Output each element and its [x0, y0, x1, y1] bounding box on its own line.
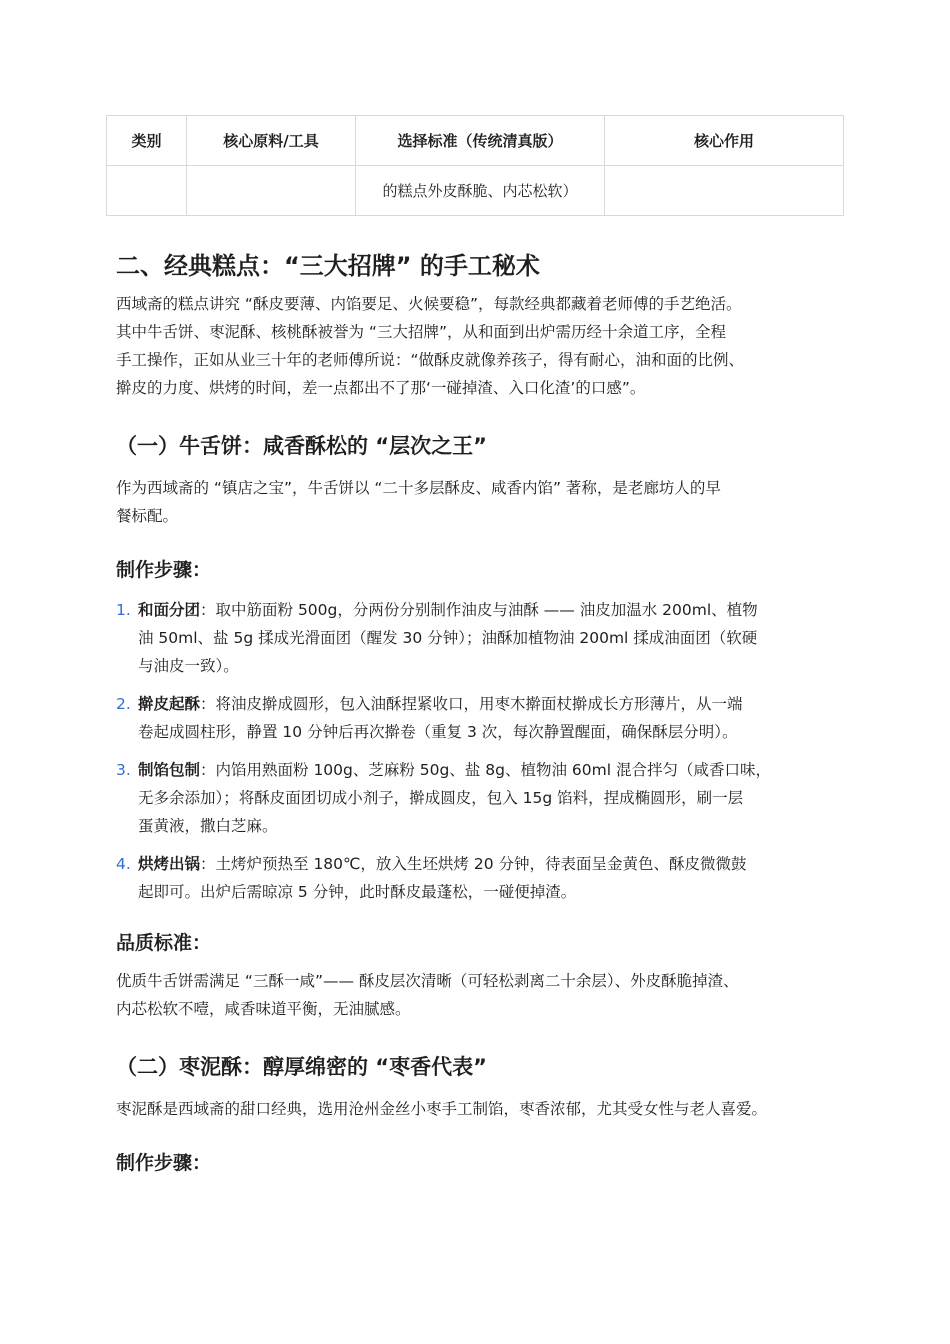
step-label: 和面分团: [138, 601, 201, 619]
step-label: 烘烤出锅: [138, 855, 201, 873]
step-text: 无多余添加）；将酥皮面团切成小剂子，擀成圆皮，包入 15g 馅料，捏成椭圆形，刷一层: [138, 789, 744, 807]
step-text: 油 50ml、盐 5g 揉成光滑面团（醒发 30 分钟）；油酥加植物油 200ml 揉成油面团（软硬: [138, 629, 758, 647]
text-line: 优质牛舌饼需满足 “三酥一咸”—— 酥皮层次清晰（可轻松剥离二十余层）、外皮酥脆掉渣、: [116, 972, 739, 990]
step-text: 起即可。出炉后需晾凉 5 分钟，此时酥皮最蓬松，一碰便掉渣。: [138, 883, 577, 901]
quality-text: [116, 967, 846, 1023]
subsection-intro-2: 枣泥酥是西域斋的甜口经典，选用沧州金丝小枣手工制馅，枣香浓郁，尤其受女性与老人喜爱。: [116, 1100, 768, 1118]
list-item: [116, 850, 840, 906]
table-header-ingredients: 核心原料/工具: [187, 116, 356, 166]
steps-heading: 制作步骤：: [116, 559, 212, 581]
text-line: 擀皮的力度、烘烤的时间，差一点都出不了那‘一碰掉渣、入口化渣’的口感”。: [116, 379, 646, 397]
table-cell: [107, 166, 187, 216]
step-text: ：内馅用熟面粉 100g、芝麻粉 50g、盐 8g、植物油 60ml 混合拌匀（咸香口味，: [200, 761, 771, 779]
subsection-title-2: （二）枣泥酥：醇厚绵密的 “枣香代表”: [116, 1055, 487, 1079]
section-title: 二、经典糕点：“三大招牌” 的手工秘术: [116, 252, 540, 280]
steps-list: [116, 596, 840, 916]
ingredients-table: [106, 115, 844, 216]
steps-heading-2: 制作步骤：: [116, 1152, 212, 1174]
subsection-intro-1: [116, 474, 846, 530]
table-cell: 的糕点外皮酥脆、内芯松软）: [356, 166, 605, 216]
step-text: ：土烤炉预热至 180℃，放入生坯烘烤 20 分钟，待表面呈金黄色、酥皮微微鼓: [200, 855, 747, 873]
list-item: [116, 756, 840, 840]
step-number: 4.: [116, 855, 131, 873]
list-item: [116, 690, 840, 746]
step-label: 擀皮起酥: [138, 695, 201, 713]
table-header-role: 核心作用: [605, 116, 844, 166]
step-label: 制馅包制: [138, 761, 201, 779]
text-line: 餐标配。: [116, 507, 179, 525]
step-number: 3.: [116, 761, 131, 779]
step-text: ：将油皮擀成圆形，包入油酥捏紧收口，用枣木擀面杖擀成长方形薄片，从一端: [200, 695, 743, 713]
text-line: 其中牛舌饼、枣泥酥、核桃酥被誉为 “三大招牌”，从和面到出炉需历经十余道工序，全程: [116, 323, 726, 341]
text-line: 内芯松软不噎，咸香味道平衡，无油腻感。: [116, 1000, 411, 1018]
table-row: [107, 166, 844, 216]
step-text: 蛋黄液，撒白芝麻。: [138, 817, 278, 835]
step-number: 1.: [116, 601, 131, 619]
table-header-category: 类别: [107, 116, 187, 166]
table-header-standard: 选择标准（传统清真版）: [356, 116, 605, 166]
subsection-title-1: （一）牛舌饼：咸香酥松的 “层次之王”: [116, 434, 487, 458]
step-text: ：取中筋面粉 500g，分两份分别制作油皮与油酥 —— 油皮加温水 200ml、植物: [200, 601, 758, 619]
step-text: 卷起成圆柱形，静置 10 分钟后再次擀卷（重复 3 次，每次静置醒面，确保酥层分明）。: [138, 723, 738, 741]
step-number: 2.: [116, 695, 131, 713]
section-intro: [116, 290, 846, 402]
text-line: 手工操作，正如从业三十年的老师傅所说：“做酥皮就像养孩子，得有耐心，油和面的比例、: [116, 351, 745, 369]
step-text: 与油皮一致）。: [138, 657, 239, 675]
table-header-row: [107, 116, 844, 166]
quality-heading: 品质标准：: [116, 932, 212, 954]
table-cell: [187, 166, 356, 216]
table-cell: [605, 166, 844, 216]
text-line: 作为西域斋的 “镇店之宝”，牛舌饼以 “二十多层酥皮、咸香内馅” 著称，是老廊坊人的早: [116, 479, 721, 497]
list-item: [116, 596, 840, 680]
text-line: 西域斋的糕点讲究 “酥皮要薄、内馅要足、火候要稳”，每款经典都藏着老师傅的手艺绝活。: [116, 295, 742, 313]
